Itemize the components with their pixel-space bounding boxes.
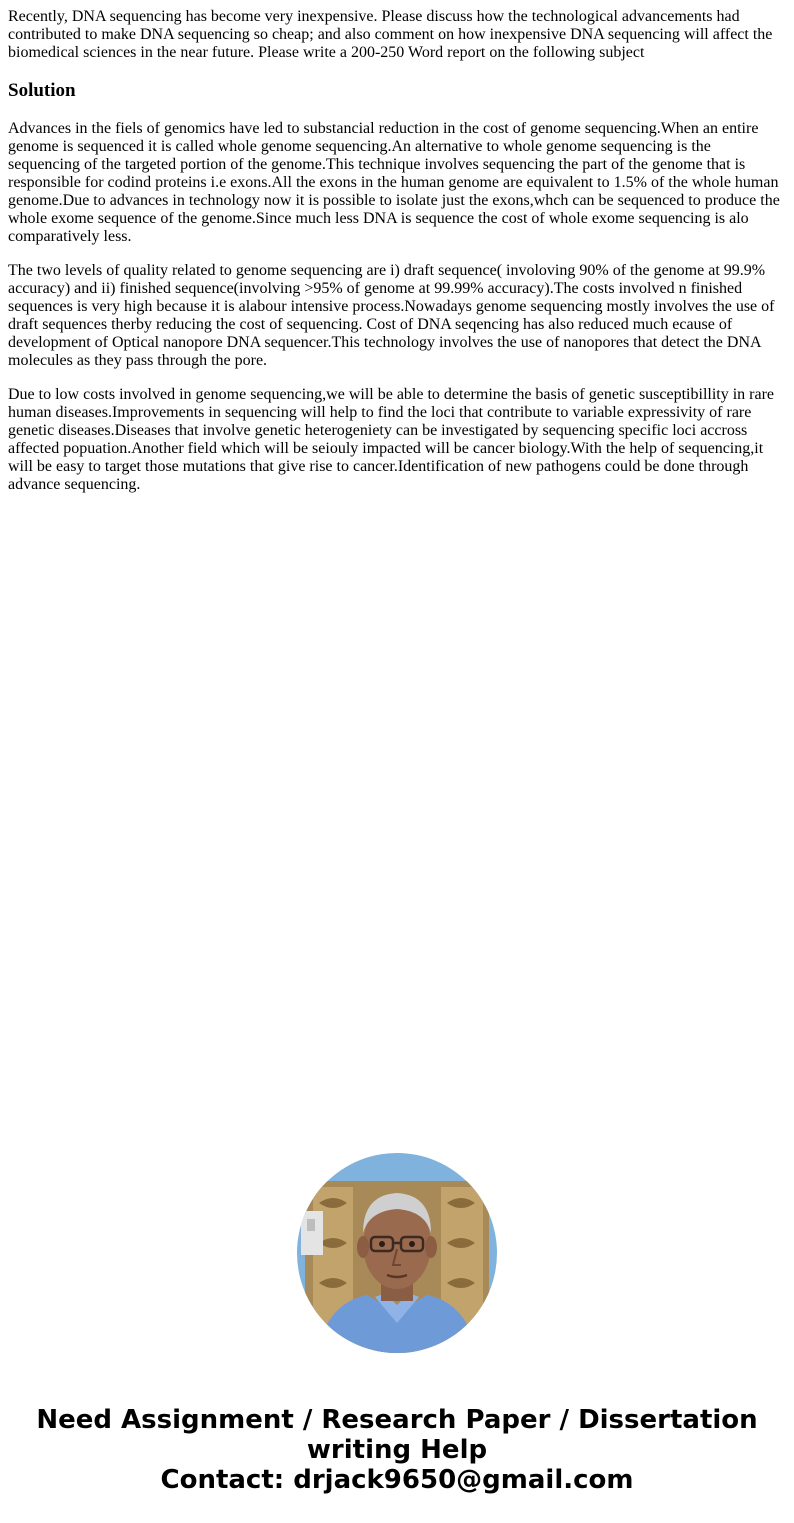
author-photo xyxy=(297,1153,497,1353)
solution-heading: Solution xyxy=(8,80,76,101)
solution-paragraph: Due to low costs involved in genome sequencing,we will be able to determine the basis of genetic susceptibillity in rare human diseases.Improvements in sequencing will help to find the loci that contribute to variable expressivity of rare genetic diseases.Diseases that involve genetic heterogeniety can be investigated by sequencing specific loci accross affected popuation.Another field which will be seiouly impacted will be cancer biology.With the help of sequencing,it will be easy to target those mutations that give rise to cancer.Identification of new pathogens could be done through advance sequencing. xyxy=(8,386,775,493)
cta-line: writing Help xyxy=(306,1435,488,1465)
question-text: Recently, DNA sequencing has become very inexpensive. Please discuss how the technological advancements had contributed to make DNA sequencing so cheap; and also comment on how inexpensive DNA sequencing will affect the biomedical sciences in the near future. Please write a 200-250 Word report on the following subject xyxy=(8,8,773,61)
cta-line: Need Assignment / Research Paper / Dissertation xyxy=(36,1405,758,1435)
author-avatar xyxy=(297,1153,497,1353)
contact-email: Contact: drjack9650@gmail.com xyxy=(160,1465,634,1495)
contact-banner xyxy=(0,1405,794,1495)
solution-paragraph: The two levels of quality related to genome sequencing are i) draft sequence( involoving 90% of the genome at 99.9% accuracy) and ii) finished sequence(involving >95% of genome at 99.99% accuracy).The costs involved n finished sequences is very high because it is alabour intensive process.Nowadays genome sequencing mostly involves the use of draft sequences therby reducing the cost of sequencing. Cost of DNA seqencing has also reduced much ecause of development of Optical nanopore DNA sequencer.This technology involves the use of nanopores that detect the DNA molecules as they pass through the pore. xyxy=(8,262,775,369)
document-body xyxy=(8,8,784,510)
solution-paragraph: Advances in the fiels of genomics have led to substancial reduction in the cost of genome sequencing.When an entire genome is sequenced it is called whole genome sequencing.An alternative to whole genome sequencing is the sequencing of the targeted portion of the genome.This technique involves sequencing the part of the genome that is responsible for codind proteins i.e exons.All the exons in the human genome are equivalent to 1.5% of the whole human genome.Due to advances in technology now it is possible to isolate just the exons,whch can be sequenced to produce the whole exome sequence of the genome.Since much less DNA is sequence the cost of whole exome sequencing is alo comparatively less. xyxy=(8,120,780,245)
